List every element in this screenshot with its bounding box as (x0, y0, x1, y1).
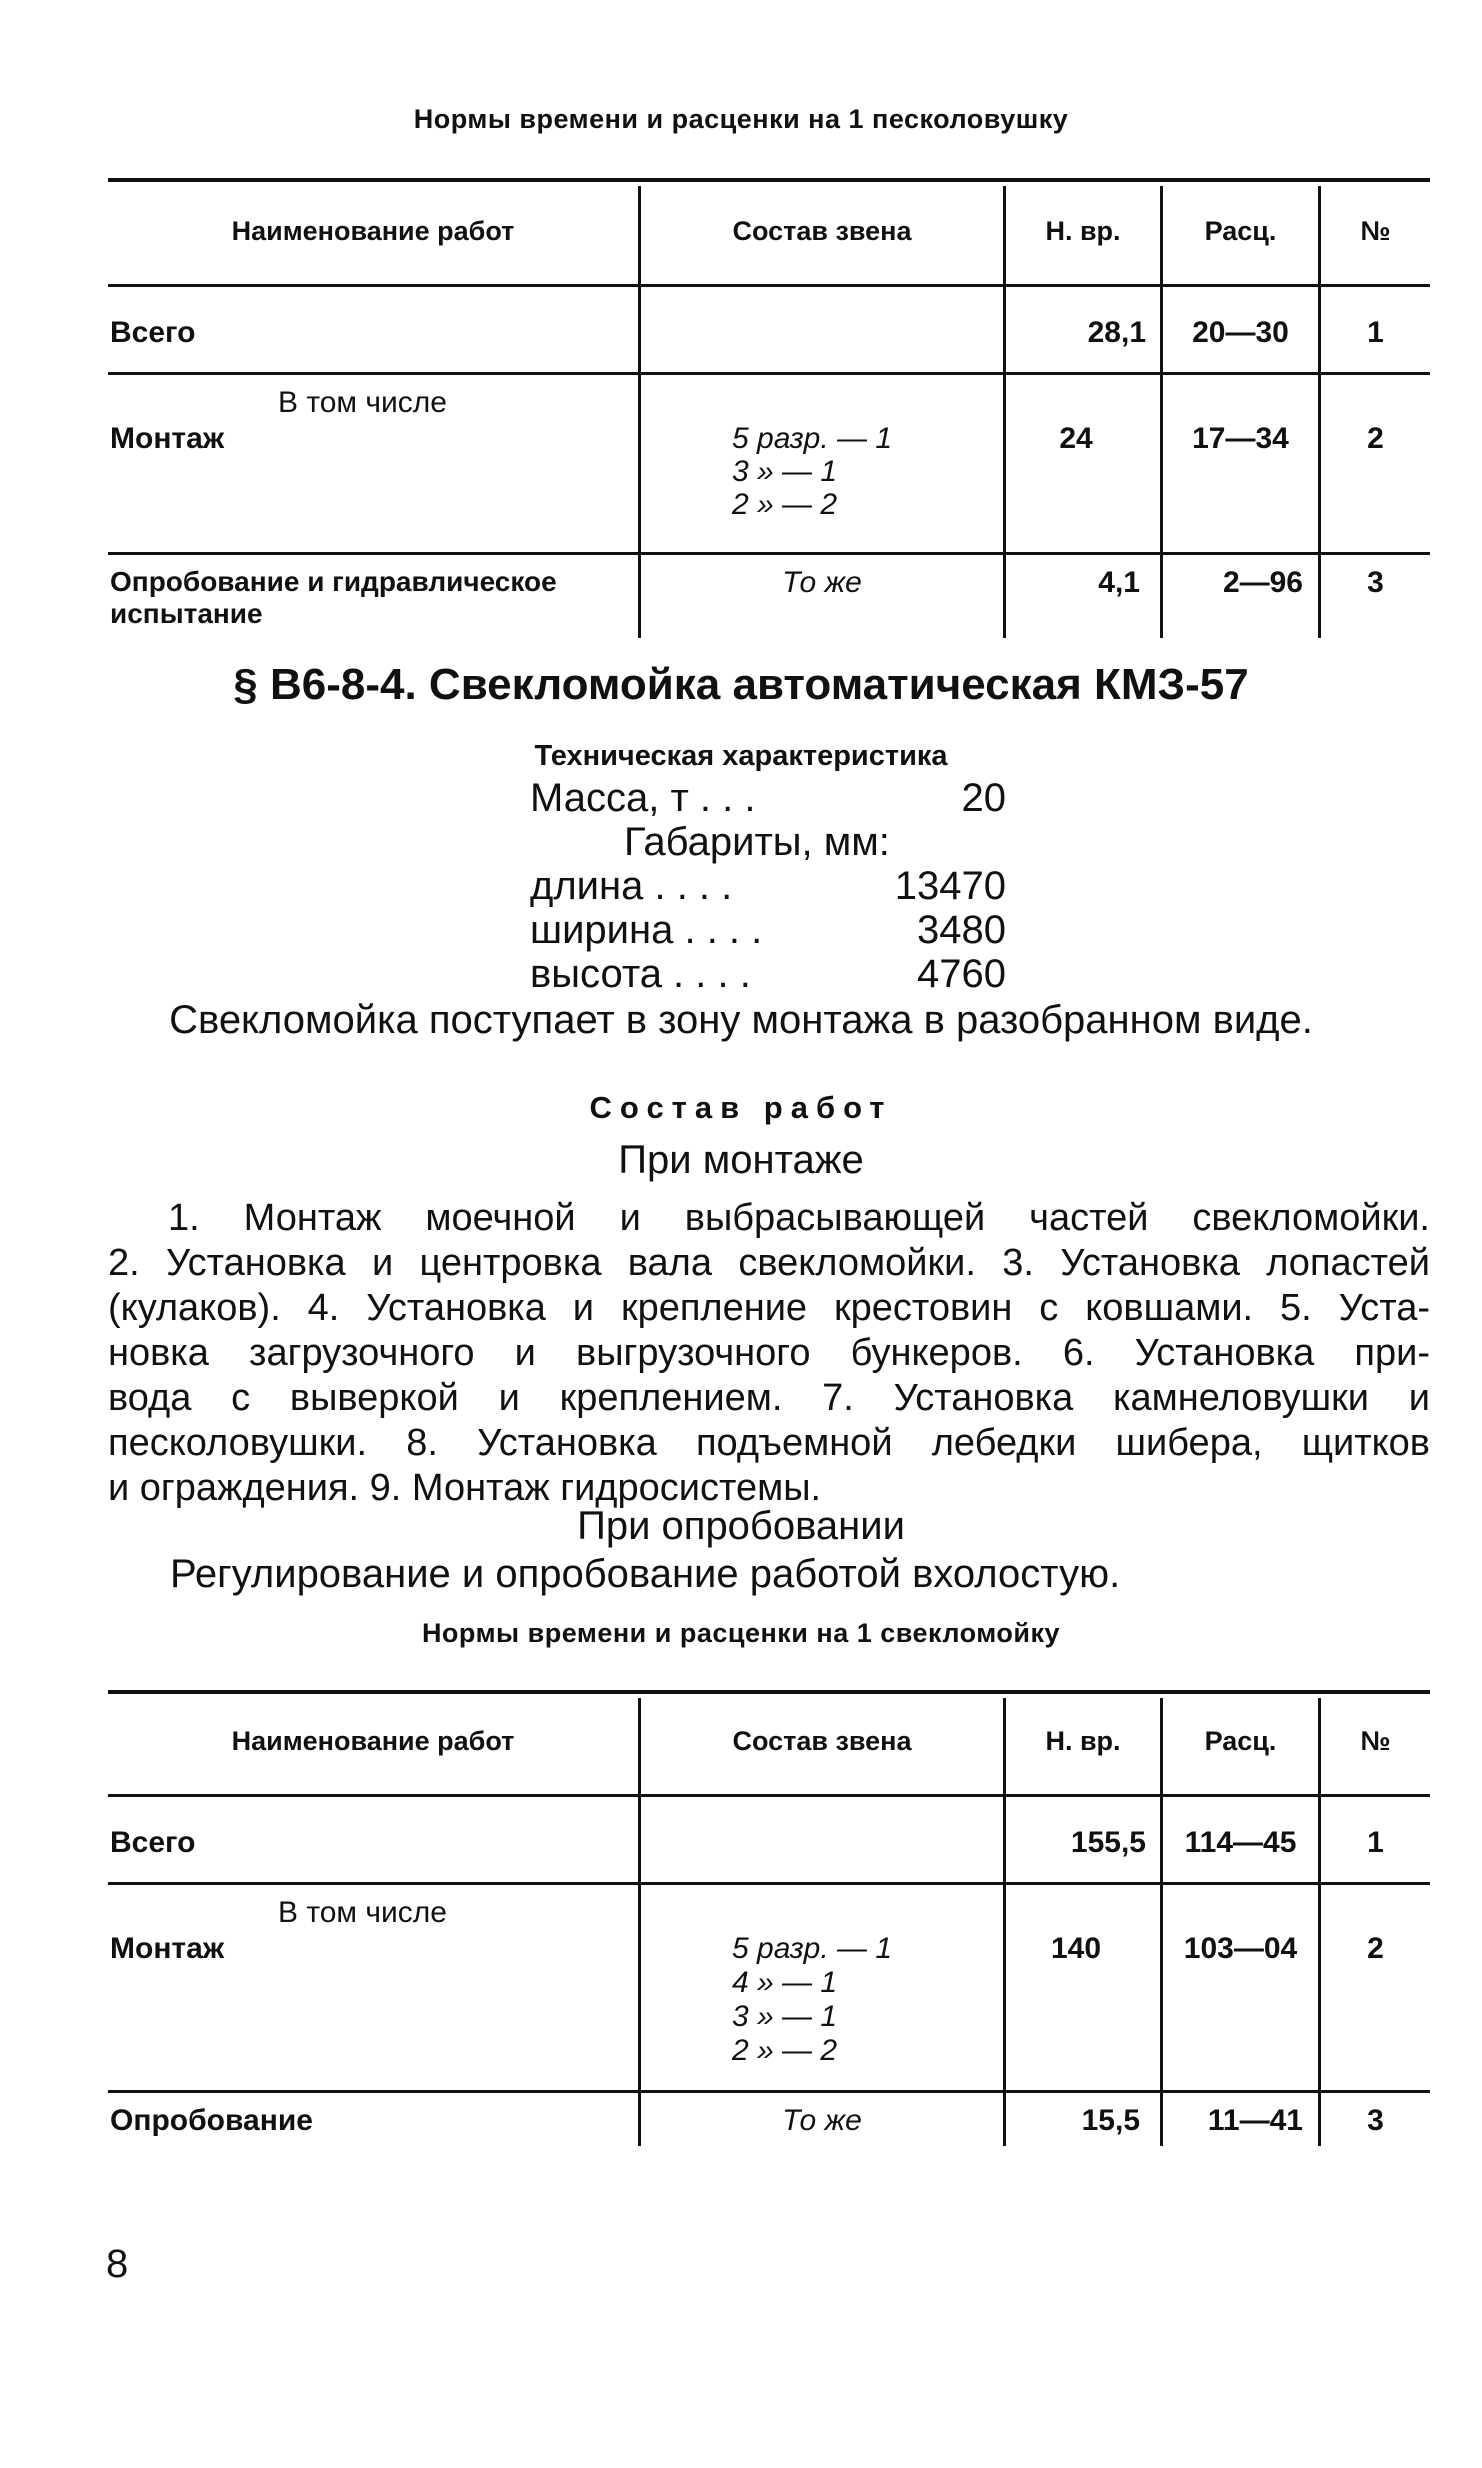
table2-header-sostav: Состав звена (732, 1726, 912, 1756)
table2-col-divider (1160, 1698, 1163, 2146)
table1-row2-nvr: 24 (1059, 422, 1093, 455)
table2-row2-rasc: 103—04 (1183, 1932, 1298, 1965)
mounting-line: песколовушки. 8. Установка подъемной лебедки шибера, щитков (108, 1422, 1430, 1464)
mass-value: 20 (961, 776, 1006, 820)
sostav-line: 2 » — 2 (732, 2034, 838, 2067)
table2-col-divider (1318, 1698, 1321, 2146)
table2-row1-name: Всего (110, 1826, 196, 1859)
table1-row3-nvr: 4,1 (1098, 566, 1140, 599)
table2-row1-rasc: 114—45 (1184, 1826, 1297, 1859)
sostav-line: 3 » — 1 (732, 2000, 838, 2033)
table2-col-divider (1003, 1698, 1006, 2146)
mounting-line: 2. Установка и центровка вала свекломойки. 3. Установка лопастей (108, 1242, 1430, 1284)
height-value: 4760 (917, 952, 1006, 996)
table2-row2-sostav (732, 1932, 892, 2068)
table1-header-name: Наименование работ (231, 216, 515, 246)
table1-row1-no: 1 (1367, 316, 1384, 349)
table2-caption: Нормы времени и расценки на 1 свекломойку (421, 1618, 1061, 1648)
length-value: 13470 (894, 864, 1006, 908)
table2-header-rule (108, 1794, 1430, 1797)
table1-row3-name: Опробование и гидравлическое испытание (110, 566, 557, 629)
table1-row2-subhead: В том числе (278, 386, 447, 419)
table2-row3-name: Опробование (110, 2104, 313, 2137)
mass-label: Масса, т . . . (530, 776, 756, 820)
table2-header-name: Наименование работ (231, 1726, 515, 1756)
testing-heading: При опробовании (577, 1504, 905, 1548)
table1-header-nvr: Н. вр. (1045, 216, 1121, 246)
table2-top-rule (108, 1690, 1430, 1694)
section-title: § В6-8-4. Свекломойка автоматическая КМЗ-57 (233, 660, 1249, 709)
table2-row2-nvr: 140 (1050, 1932, 1102, 1965)
table1-row1-rule (108, 372, 1430, 375)
height-label: высота . . . . (530, 952, 751, 996)
table2-row3-sostav: То же (782, 2104, 862, 2137)
sostav-line: 4 » — 1 (732, 1966, 838, 1999)
table2-row3-nvr: 15,5 (1081, 2104, 1140, 2137)
page-number: 8 (106, 2242, 129, 2286)
table1-row2-no: 2 (1367, 422, 1384, 455)
table2-row2-rule (108, 2090, 1430, 2093)
sostav-line: 5 разр. — 1 (732, 422, 893, 455)
table2-row1-nvr: 155,5 (1070, 1826, 1146, 1859)
dims-label: Габариты, мм: (624, 820, 890, 864)
mounting-line: 1. Монтаж моечной и выбрасывающей частей свекломойки. (168, 1197, 1430, 1239)
mounting-line: (кулаков). 4. Установка и крепление крестовин с ковшами. 5. Уста- (108, 1287, 1430, 1329)
table2-row2-no: 2 (1367, 1932, 1384, 1965)
table1-row2-name: Монтаж (110, 422, 225, 455)
mounting-line: вода с выверкой и креплением. 7. Установка камнеловушки и (108, 1377, 1430, 1419)
length-label: длина . . . . (530, 864, 733, 908)
table1-header-rasc: Расц. (1204, 216, 1277, 246)
table1-header-rule (108, 284, 1430, 287)
mounting-line: новка загрузочного и выгрузочного бункеров. 6. Установка при- (108, 1332, 1430, 1374)
mounting-heading: При монтаже (618, 1138, 864, 1182)
table1-row2-sostav (732, 422, 892, 521)
sostav-line: 3 » — 1 (732, 455, 838, 488)
table1-row3-no: 3 (1367, 566, 1384, 599)
mounting-text (108, 1196, 1430, 1511)
sostav-line: 5 разр. — 1 (732, 1932, 893, 1965)
delivery-note: Свекломойка поступает в зону монтажа в разобранном виде. (169, 998, 1313, 1042)
table1-row1-nvr: 28,1 (1087, 316, 1146, 349)
table1-caption: Нормы времени и расценки на 1 песколовушку (413, 104, 1069, 134)
table2-row2-name: Монтаж (110, 1932, 225, 1965)
table1-row1-rasc: 20—30 (1192, 316, 1289, 349)
table1-row2-rule (108, 552, 1430, 555)
table2-header-no: № (1360, 1726, 1391, 1756)
table2-row1-no: 1 (1367, 1826, 1384, 1859)
table1-row2-rasc: 17—34 (1192, 422, 1289, 455)
table1-row3-sostav: То же (782, 566, 862, 599)
sostav-line: 2 » — 2 (732, 488, 838, 521)
width-label: ширина . . . . (530, 908, 763, 952)
table2-row2-subhead: В том числе (278, 1896, 447, 1929)
table2-row3-rasc: 11—41 (1207, 2104, 1303, 2137)
works-heading: Состав работ (589, 1090, 893, 1125)
table2-col-divider (638, 1698, 641, 2146)
table2-header-nvr: Н. вр. (1045, 1726, 1121, 1756)
table1-row1-name: Всего (110, 316, 196, 349)
table1-header-no: № (1360, 216, 1391, 246)
table1-header-sostav: Состав звена (732, 216, 912, 246)
table2-row3-no: 3 (1367, 2104, 1384, 2137)
mounting-line: и ограждения. 9. Монтаж гидросистемы. (108, 1467, 822, 1509)
width-value: 3480 (917, 908, 1006, 952)
tech-heading: Техническая характеристика (534, 740, 948, 772)
table1-top-rule (108, 178, 1430, 182)
table2-header-rasc: Расц. (1204, 1726, 1277, 1756)
table2-row1-rule (108, 1882, 1430, 1885)
table1-row3-rasc: 2—96 (1222, 566, 1303, 599)
testing-text: Регулирование и опробование работой вхолостую. (170, 1552, 1121, 1596)
